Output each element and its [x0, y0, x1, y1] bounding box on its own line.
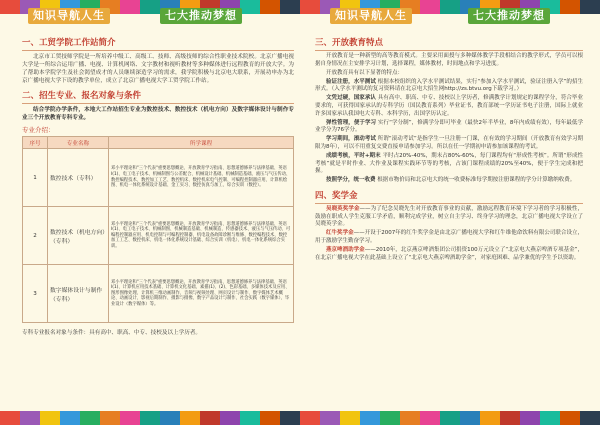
scholarship-text: ——2010年，北京燕京啤酒集团公司捐资100万元设立了“北京电大燕京啤酒专项基金”，在北京广播电视大学在此基础上设立了“北京电大燕京啤酒助学金”，对家庭困难、品学兼优的学生予以资助。 [315, 246, 583, 261]
row-num: 2 [23, 207, 48, 265]
color-block [480, 411, 500, 425]
intro-paragraph: 北京市工贸技师学院是一所培养中级工、高级工、技师、高级技师的综合性职业技术院校。北京广播电视大学是一所综合运用广播、电视、计算机网络、文字教材和视听教材等多种媒体进行远程教育的开放大学。为了帮助本学院学生及社会渴望成才的人员继续深造学习的需求，我学院积极与北京电大联系，开展功申办为北京广播电视大学下设的教学单位，成立了北京广播电视大学工贸学院工作站。 [22, 54, 294, 84]
feature-key: 学习期间，滚动考试 [326, 136, 376, 143]
table-row [23, 207, 294, 265]
color-block [420, 0, 440, 14]
feature-text: 实行“学分制”，修满学分即可毕业（最快2年半毕业，8年内成绩有效），每年最低学业学分为76学分。 [315, 119, 583, 134]
row-courses: 邓小平理论和"三个代表"重要思想概论、开放教育学习指南、思想道德修养与法律基础、英语Ⅰ(1)、电工电子技术、机械制图与公差配合、机械设计基础、机械制造基础、液压与气压传动、数控编程技术、数控加工工艺、数控机床、数控机床电气控制、可编程控制器应用、计算机绘图、机电一体化系统设计基础、金工实习、数控仿真与加工、综合实训（数控）。 [109, 149, 294, 207]
color-block [500, 411, 520, 425]
color-block [380, 411, 400, 425]
scholarship-item [315, 247, 583, 262]
color-block [180, 411, 200, 425]
row-num: 3 [23, 265, 48, 323]
color-block [260, 0, 280, 14]
feature-item [315, 136, 583, 151]
color-block [40, 411, 60, 425]
color-block [300, 0, 320, 14]
color-block [220, 411, 240, 425]
section-title-intro: 一、工贸学院工作站简介 [22, 36, 294, 51]
banner-slogan-1: 知识导航人生 [28, 8, 110, 24]
col-header-num: 序号 [23, 137, 48, 149]
row-courses: 邓小平理论和"三个代表"重要思想概论、开放教育学习指南、思想道德修养与法律基础、英语Ⅰ(1)、计算机应用技术基础、计算机文化基础、素描(1)、(2)、色彩基础、多媒体技术及应用、图形图像处理、计算机三维动画制作、音频与视频处理、网页设计与制作、数字媒体艺术概论、动画设计、影视后期制作、摄影与摄像、数字产品设计与制作、社会实践（数字媒体）、毕业设计（数字媒体）等。 [109, 265, 294, 323]
feature-text: 所谓“滚动考试”是指学生一旦注册一门课，在有效的学习期间（开放教育有效学习期限为8年），可以不用重复交费直接申请参加学习。所以在任一学期初申请参加该课程的考试。 [315, 136, 583, 151]
section-title-enrollment: 二、招生专业、报名对象与条件 [22, 89, 294, 104]
banner-slogan-2: 七大推动梦想 [160, 8, 242, 24]
scholarship-text: ——为了纪念吴晓先生对开放教育事业的贡献，激励远程教育环境下学习者的学习积极性，鼓励在职成人学生克服工学矛盾，顺利完成学业，树立自主学习、终身学习的理念，北京广播电视大学设立了吴晓英学金。 [315, 206, 583, 228]
color-block [440, 411, 460, 425]
feature-item [315, 153, 583, 176]
color-block [0, 0, 20, 14]
scholarship-name: 燕京啤酒助学金 [326, 246, 365, 253]
color-block [440, 0, 460, 14]
enrollment-footnote: 专科专业报名对象与条件：具有高中、职高、中专、技校及以上学历者。 [22, 330, 202, 336]
color-block [460, 411, 480, 425]
section-title-scholarship: 四、奖学金 [315, 189, 583, 204]
table-header-row [23, 137, 294, 149]
right-page [315, 32, 583, 407]
color-block [520, 411, 540, 425]
color-block [420, 411, 440, 425]
scholarship-item [315, 206, 583, 229]
row-major-name: 数控技术（专科） [48, 149, 109, 207]
color-block [280, 411, 300, 425]
color-block [20, 411, 40, 425]
left-page [22, 32, 294, 407]
feature-text: 具有高中、职高、中专、技校以上学历者，修满教学计划规定的课程学分，符合毕业要求的，可获得国家承认的专科学历（国民教育系列）毕业证书，教育部统一学历证书电子注册，国际上就业许多国家承认我国电大专科、本科学历，出国学历认定。 [315, 95, 583, 117]
row-num: 1 [23, 149, 48, 207]
color-block [140, 411, 160, 425]
features-lead: 开放教育具有以下显著的特点： [326, 69, 404, 76]
banner-slogan-4: 七大推动梦想 [468, 8, 550, 24]
color-block [580, 0, 600, 14]
color-block [200, 411, 220, 425]
color-block [160, 411, 180, 425]
features-intro: 开放教育是一种新型的高等教育模式。主要采用面授与多种媒体教学手段相结合的教学形式，学员可以根据自身情况在主安排学习计划，选择课程，媒体教材，时间地点和学习进度。 [315, 53, 583, 67]
color-block [560, 411, 580, 425]
majors-table [22, 136, 294, 323]
color-block [300, 411, 320, 425]
color-block [60, 411, 80, 425]
color-block [240, 411, 260, 425]
color-block [0, 411, 20, 425]
scholarship-name: 红牛奖学金 [326, 230, 354, 237]
feature-text: 根据市物价局和北京电大的统一收费标准每学期按注册课程的学分计算缴纳收费。 [375, 177, 576, 184]
color-block [360, 411, 380, 425]
feature-key: 弹性管理，便于学习 [326, 119, 377, 126]
color-block [100, 411, 120, 425]
bottom-color-strip [0, 411, 600, 425]
feature-item [315, 177, 583, 185]
row-major-name: 数字媒体设计与制作（专科） [48, 265, 109, 323]
feature-key: 成绩考核，平时+期末 [326, 153, 381, 160]
color-block [540, 411, 560, 425]
feature-text: 平时占20%-40%，期末占80%-60%，每门课程均有“形成性考核”。所谓“形成性考核”就是平时作业、大作业及课程实践环节等的考核，占该门课程成绩的20%至40%，便于学生完成和把握。 [315, 153, 584, 175]
feature-key: 文凭过硬，国家承认 [326, 95, 376, 102]
table-row [23, 149, 294, 207]
color-block [240, 0, 260, 14]
feature-key: 按照学分，统一收费 [326, 177, 376, 184]
enrollment-paragraph: 结合学院办学条件，本地大工作站招生专业为数控技术、数控技术（机电方向）及数字媒体设计与制作专业三个开放教育专科专业。 [22, 107, 294, 121]
color-block [140, 0, 160, 14]
feature-key: 验证注册，水平测试 [326, 78, 376, 85]
col-header-courses: 所学课程 [109, 137, 294, 149]
color-block [320, 411, 340, 425]
section-title-features: 三、开放教育特点 [315, 36, 583, 51]
color-block [400, 411, 420, 425]
row-major-name: 数控技术（机电方向）（专科） [48, 207, 109, 265]
scholarship-item [315, 230, 583, 245]
color-block [120, 0, 140, 14]
feature-item [315, 95, 583, 118]
color-block [280, 0, 300, 14]
scholarship-name: 吴晓英奖学金 [326, 206, 360, 212]
table-caption: 专业介绍： [22, 126, 55, 134]
color-block [260, 411, 280, 425]
col-header-name: 专业名称 [48, 137, 109, 149]
color-block [120, 411, 140, 425]
feature-item [315, 79, 583, 94]
feature-item [315, 120, 583, 135]
scholarship-text: ——开设于2007年的红牛奖学金是由北京广播电视大学和红牛维他命饮料有限公司联合设立，用于激励学生勤奋学习。 [315, 230, 583, 244]
row-courses: 邓小平理论和"三个代表"重要思想概论、开放教育学习指南、思想道德修养与法律基础、英语Ⅰ(1)、电工电子技术、机械制图、机械制造基础、机械制造、传感器技术、液压与气压传动、可编程控制器应用、机电控制与可编程控制器、机电设备故障诊断与维修、数控编程技术、数控加工工艺、数控机床、机电一体化系统设计基础、综合实训（机电）、机电一体化系统综合实训。 [109, 207, 294, 265]
color-block [340, 411, 360, 425]
color-block [560, 0, 580, 14]
feature-text: 根据本校组织的入学水平测试结果，实行“参加入学水平测试，验证注册入学”的招生形式。（入学水平测试的复习资料请在北京电大招生网http://zs.btvu.org下载学习。） [315, 78, 583, 93]
color-block [580, 411, 600, 425]
banner-slogan-3: 知识导航人生 [330, 8, 412, 24]
table-row [23, 265, 294, 323]
color-block [80, 411, 100, 425]
